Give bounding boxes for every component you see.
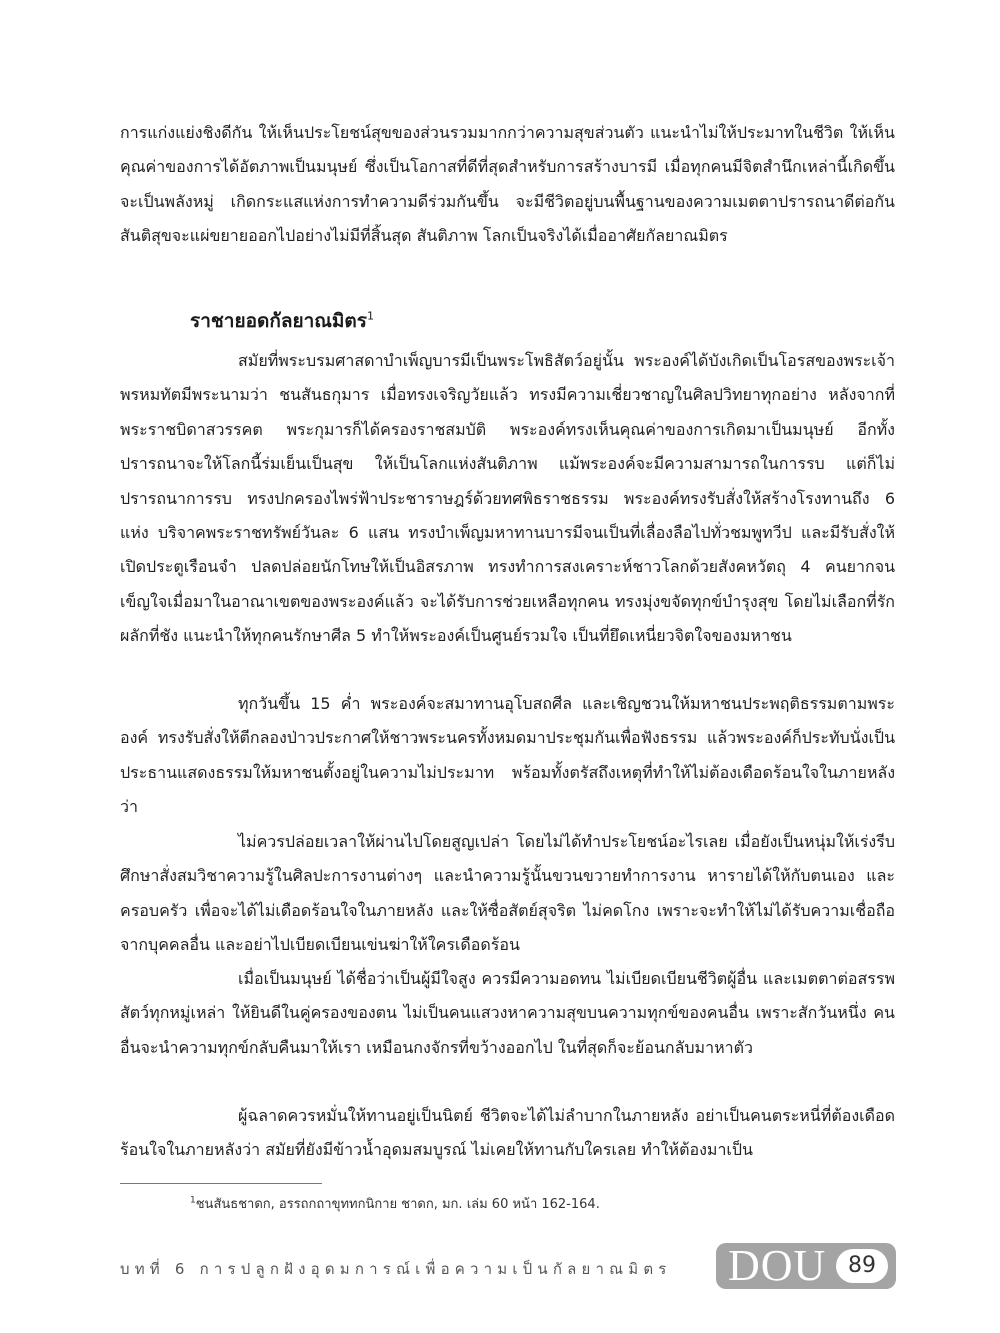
- dou-logo: DOU: [728, 1241, 827, 1290]
- intro-paragraph: การแก่งแย่งชิงดีกัน ให้เห็นประโยชน์สุขของส่วนรวมมากกว่าความสุขส่วนตัว แนะนำไม่ให้ประมาทในชีวิต ให้เห็นคุณค่าของการได้อัตภาพเป็นมนุษย์ ซึ่งเป็นโอกาสที่ดีที่สุดสำหรับการสร้างบารมี เมื่อทุกคนมีจิตสำนึกเหล่านี้เกิดขึ้น จะเป็นพลังหมู่ เกิดกระแสแห่งการทำความดีร่วมกันขึ้น จะมีชีวิตอยู่บนพื้นฐานของความเมตตาปรารถนาดีต่อกัน สันติสุขจะแผ่ขยายออกไปอย่างไม่มีที่สิ้นสุด สันติภาพ โลกเป็นจริงได้เมื่ออาศัยกัลยาณมิตร: [120, 123, 895, 246]
- footnote-text: ชนสันธชาดก, อรรถกถาขุททกนิกาย ชาดก, มก. เล่ม 60 หน้า 162-164.: [195, 1197, 600, 1212]
- footnote-divider: [120, 1183, 322, 1184]
- running-footer-title: บทที่ 6 การปลูกฝังอุดมการณ์เพื่อความเป็นกัลยาณมิตร: [120, 1260, 672, 1278]
- page-number: 89: [836, 1249, 888, 1283]
- body-paragraph: เมื่อเป็นมนุษย์ ได้ชื่อว่าเป็นผู้มีใจสูง ควรมีความอดทน ไม่เบียดเบียนชีวิตผู้อื่น และเมตตาต่อสรรพสัตว์ทุกหมู่เหล่า ให้ยินดีในคู่ครองของตน ไม่เป็นคนแสวงหาความสุขบนความทุกข์ของคนอื่น เพราะสักวันหนึ่ง คนอื่นจะนำความทุกข์กลับคืนมาให้เรา เหมือนกงจักรที่ขว้างออกไป ในที่สุดก็จะย้อนกลับมาหาตัว: [120, 969, 895, 1057]
- footnote-mark: 1: [190, 1195, 196, 1206]
- page-badge: [716, 1243, 896, 1289]
- body-paragraph: สมัยที่พระบรมศาสดาบำเพ็ญบารมีเป็นพระโพธิสัตว์อยู่นั้น พระองค์ได้บังเกิดเป็นโอรสของพระเจ้าพรหมทัตมีพระนามว่า ชนสันธกุมาร เมื่อทรงเจริญวัยแล้ว ทรงมีความเชี่ยวชาญในศิลปวิทยาทุกอย่าง หลังจากที่พระราชบิดาสวรรคต พระกุมารก็ได้ครองราชสมบัติ พระองค์ทรงเห็นคุณค่าของการเกิดมาเป็นมนุษย์ อีกทั้งปรารถนาจะให้โลกนี้ร่มเย็นเป็นสุข ให้เป็นโลกแห่งสันติภาพ แม้พระองค์จะมีความสามารถในการรบ แต่ก็ไม่ปรารถนาการรบ ทรงปกครองไพร่ฟ้าประชาราษฎร์ด้วยทศพิธราชธรรม พระองค์ทรงรับสั่งให้สร้างโรงทานถึง 6 แห่ง บริจาคพระราชทรัพย์วันละ 6 แสน ทรงบำเพ็ญมหาทานบารมีจนเป็นที่เลื่องลือไปทั่วชมพูทวีป และมีรับสั่งให้เปิดประตูเรือนจำ ปลดปล่อยนักโทษให้เป็นอิสรภาพ ทรงทำการสงเคราะห์ชาวโลกด้วยสังคหวัตถุ 4 คนยากจนเข็ญใจเมื่อมาในอาณาเขตของพระองค์แล้ว จะได้รับการช่วยเหลือทุกคน ทรงมุ่งขจัดทุกข์บำรุงสุข โดยไม่เลือกที่รักผลักที่ชัง แนะนำให้ทุกคนรักษาศีล 5 ทำให้พระองค์เป็นศูนย์รวมใจ เป็นที่ยึดเหนี่ยวจิตใจของมหาชน: [120, 351, 895, 646]
- body-paragraph: ไม่ควรปล่อยเวลาให้ผ่านไปโดยสูญเปล่า โดยไม่ได้ทำประโยชน์อะไรเลย เมื่อยังเป็นหนุ่มให้เร่งรีบศึกษาสั่งสมวิชาความรู้ในศิลปะการงานต่างๆ และนำความรู้นั้นขวนขวายทำการงาน หารายได้ให้กับตนเอง และครอบครัว เพื่อจะได้ไม่เดือดร้อนใจในภายหลัง และให้ซื่อสัตย์สุจริต ไม่คดโกง เพราะจะทำให้ไม่ได้รับความเชื่อถือจากบุคคลอื่น และอย่าไปเบียดเบียนเข่นฆ่าให้ใครเดือดร้อน: [120, 832, 895, 955]
- section-heading: [190, 306, 374, 336]
- body-paragraph: ผู้ฉลาดควรหมั่นให้ทานอยู่เป็นนิตย์ ชีวิตจะได้ไม่ลำบากในภายหลัง อย่าเป็นคนตระหนี่ที่ต้องเดือดร้อนใจในภายหลังว่า สมัยที่ยังมีข้าวน้ำอุดมสมบูรณ์ ไม่เคยให้ทานกับใครเลย ทำให้ต้องมาเป็น: [120, 1106, 895, 1160]
- footnote: [190, 1193, 600, 1214]
- body-paragraph: ทุกวันขึ้น 15 ค่ำ พระองค์จะสมาทานอุโบสถศีล และเชิญชวนให้มหาชนประพฤติธรรมตามพระองค์ ทรงรับสั่งให้ตีกลองป่าวประกาศให้ชาวพระนครทั้งหมดมาประชุมกันเพื่อฟังธรรม แล้วพระองค์ก็ประทับนั่งเป็นประธานแสดงธรรมให้มหาชนตั้งอยู่ในความไม่ประมาท พร้อมทั้งตรัสถึงเหตุที่ทำให้ไม่ต้องเดือดร้อนใจในภายหลังว่า: [120, 694, 895, 817]
- section-heading-text: ราชายอดกัลยาณมิตร: [190, 310, 367, 332]
- footnote-reference: 1: [366, 309, 374, 323]
